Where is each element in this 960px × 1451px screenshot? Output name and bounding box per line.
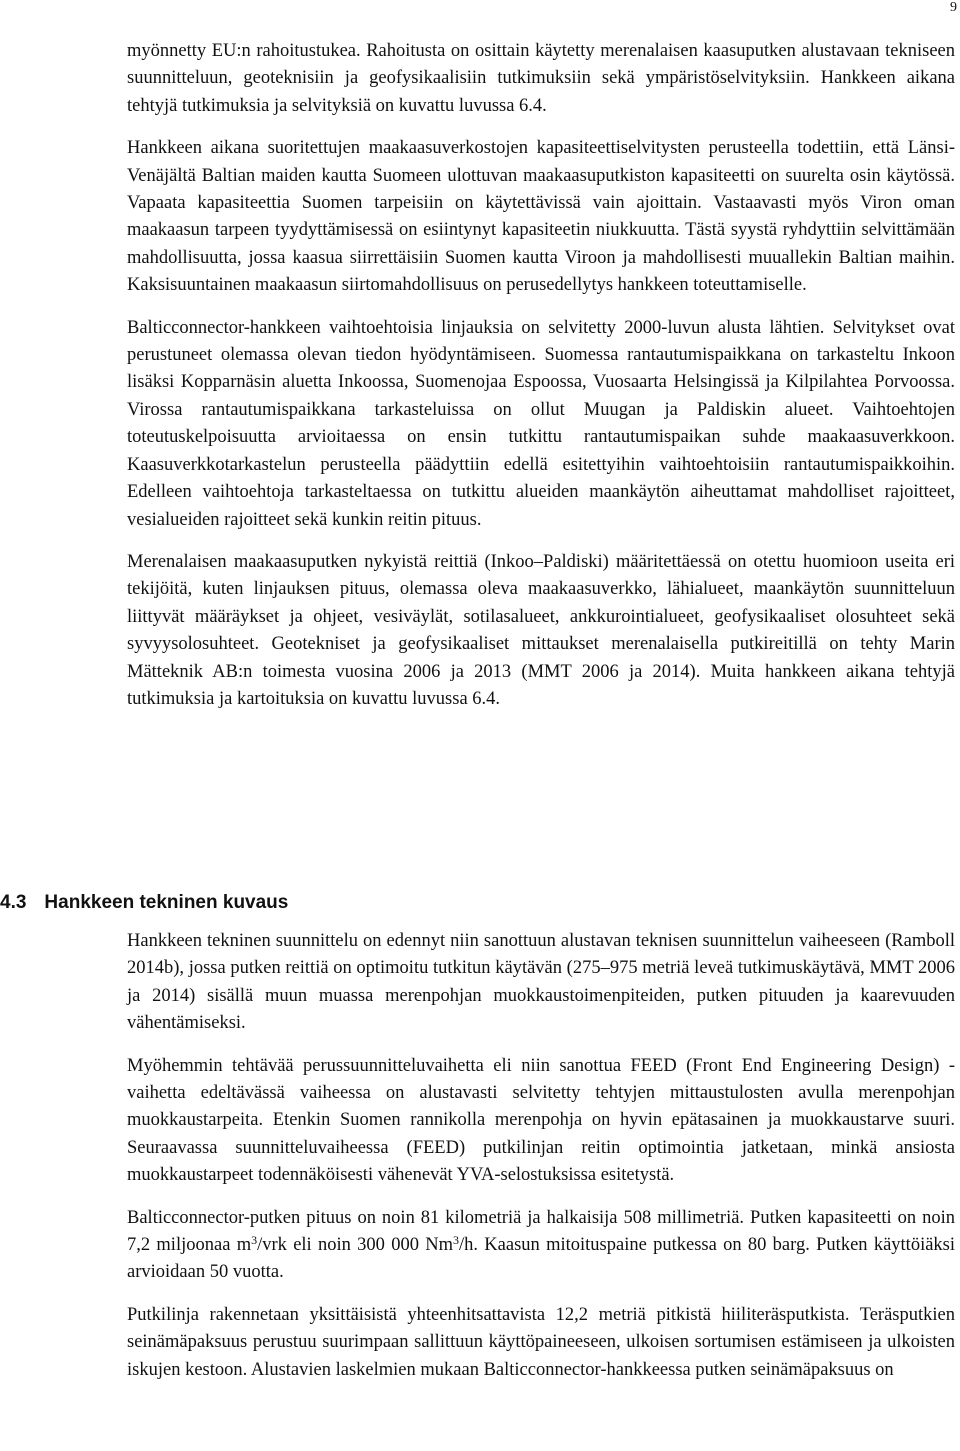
paragraph: Hankkeen aikana suoritettujen maakaasuverkostojen kapasiteettiselvitysten perusteella todettiin, että Länsi-Venäjältä Baltian maiden kautta Suomeen ulottuvan maakaasuputkiston kapasiteetti on suurelta osin käytössä. Vapaata kapasiteettia Suomen tarpeisiin on käytettävissä vain ajoittain. Vastaavasti myös Viron oman maakaasun tarpeen tyydyttämisessä on esiintynyt kapasiteetin niukkuutta. Tästä syystä ryhdyttiin selvittämään mahdollisuutta, jossa kaasua siirrettäisiin Suomen kautta Viroon ja mahdollisesti muuallekin Baltian maihin. Kaksisuuntainen maakaasun siirtomahdollisuus on perusedellytys hankkeen toteuttamiselle.	[127, 138, 955, 296]
superscript: 3	[453, 1233, 459, 1248]
section-number: 4.3	[0, 892, 27, 913]
paragraph: Balticconnector-hankkeen vaihtoehtoisia linjauksia on selvitetty 2000-luvun alusta lähtien. Selvitykset ovat perustuneet olemassa olevan tiedon hyödyntämiseen. Suomessa rantautumispaikkana on tarkasteltu Inkoon lisäksi Kopparnäsin aluetta Inkoossa, Suomenojaa Espoossa, Vuosaarta Helsingissä ja Kilpilahtea Porvoossa. Virossa rantautumispaikkana tarkasteluissa on ollut Muugan ja Paldiskin alueet. Vaihtoehtojen toteutuskelpoisuutta arvioitaessa on ensin tutkittu rantautumispaikan suhde maakaasuverkkoon. Kaasuverkkotarkastelun perusteella päädyttiin edellä esitettyihin vaihtoehtoisiin rantautumispaikkoihin. Edelleen vaihtoehtoja tarkasteltaessa on tutkittu alueiden maankäytön aiheuttamat mahdolliset rajoitteet, vesialueiden rajoitteet sekä kunkin reitin pituus.	[127, 317, 955, 530]
superscript: 3	[251, 1233, 258, 1248]
paragraph: Putkilinja rakennetaan yksittäisistä yhteenhitsattavista 12,2 metriä pitkistä hiiliteräsputkista. Teräsputkien seinämäpaksuus perustuu suurimpaan sallittuun käyttöpaineeseen, ulkoisen sortumisen estämiseen ja ulkoisten iskujen kestoon. Alustavien laskelmien mukaan Balticconnector-hankkeessa putken seinämäpaksuus on	[127, 1304, 955, 1380]
text-run: /h. Kaasun mitoituspaine putkessa on 80 barg. Putken käyttöiäksi arvioidaan 50 vuotta.	[127, 1235, 956, 1283]
page-number: 9	[950, 0, 957, 15]
paragraph	[127, 1205, 955, 1287]
paragraph: Myöhemmin tehtävää perussuunnitteluvaihetta eli niin sanottua FEED (Front End Engineering Design) -vaihetta edeltävässä vaiheessa on alustavasti selvitetty tehtyjen mittaustulosten avulla merenpohjan muokkaustarpeita. Etenkin Suomen rannikolla merenpohja on hyvin epätasainen ja muokkaustarve suuri. Seuraavassa suunnitteluvaiheessa (FEED) putkilinjan reitin optimointia jatketaan, minkä ansiosta muokkaustarpeet todennäköisesti vähenevät YVA-selostuksissa esitetystä.	[127, 1055, 955, 1186]
paragraph: Hankkeen tekninen suunnittelu on edennyt niin sanottuun alustavan teknisen suunnittelun vaiheeseen (Ramboll 2014b), jossa putken reittiä on optimoitu tutkitun käytävän (275–975 metriä leveä tutkimuskäytävä, MMT 2006 ja 2014) sisällä muun muassa merenpohjan muokkaustoimenpiteiden, putken pituuden ja kaarevuuden vähentämiseksi.	[127, 931, 955, 1034]
text-run: /vrk eli noin 300 000 Nm	[257, 1235, 453, 1256]
document-body-upper	[127, 38, 955, 728]
section-title: Hankkeen tekninen kuvaus	[44, 892, 289, 913]
paragraph: myönnetty EU:n rahoitustukea. Rahoitusta on osittain käytetty merenalaisen kaasuputken alustavaan tekniseen suunnitteluun, geoteknisiin ja geofysikaalisiin tutkimuksiin sekä ympäristöselvityksiin. Hankkeen aikana tehtyjä tutkimuksia ja selvityksiä on kuvattu luvussa 6.4.	[127, 41, 955, 116]
document-body-lower	[127, 928, 955, 1399]
paragraph: Merenalaisen maakaasuputken nykyistä reittiä (Inkoo–Paldiski) määritettäessä on otettu huomioon useita eri tekijöitä, kuten linjauksen pituus, olemassa oleva maakaasuverkko, lähialueet, maankäytön suunnitteluun liittyvät määräykset ja ohjeet, vesiväylät, sotilasalueet, ankkurointialueet, geofysikaaliset olosuhteet sekä syvyysolosuhteet. Geotekniset ja geofysikaaliset mittaukset merenalaisella putkireitillä on tehty Marin Mätteknik AB:n toimesta vuosina 2006 ja 2013 (MMT 2006 ja 2014). Muita hankkeen aikana tehtyjä tutkimuksia ja kartoituksia on kuvattu luvussa 6.4.	[127, 551, 955, 709]
text-run: Balticconnector-putken pituus on noin 81 kilometriä ja halkaisija 508 millimetriä. Putken kapasiteetti on noin 7,2 miljoonaa m	[127, 1207, 955, 1256]
section-heading	[0, 889, 288, 917]
